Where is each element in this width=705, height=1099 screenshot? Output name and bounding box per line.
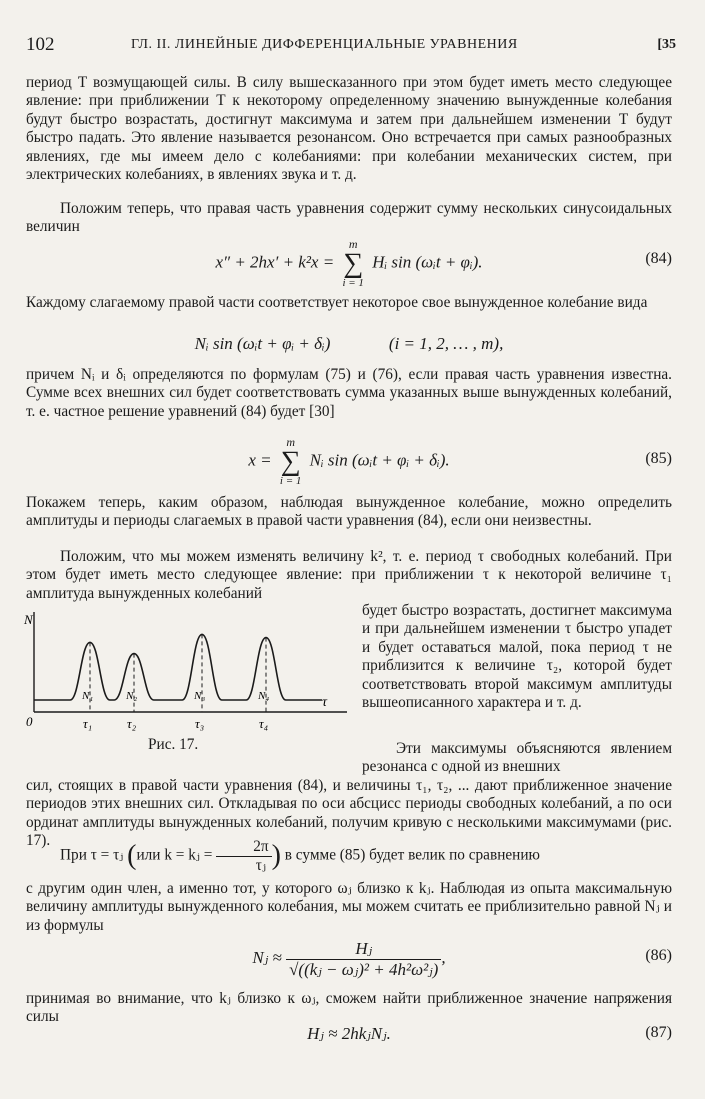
y-axis-label: N bbox=[24, 612, 33, 627]
eq84-lhs: x″ + 2hx′ + k²x = bbox=[215, 252, 335, 272]
eq85-rhs: Nᵢ sin (ωᵢt + φᵢ + δᵢ). bbox=[309, 450, 450, 470]
eq86-denominator: √((kⱼ − ωⱼ)² + 4h²ω²ⱼ) bbox=[289, 959, 439, 979]
tick-label: τ₁ bbox=[83, 716, 93, 731]
p8-suffix: в сумме (85) будет велик по сравнению bbox=[284, 846, 540, 864]
fraction-2pi-tau bbox=[216, 838, 271, 874]
tick-label: τ₃ bbox=[195, 716, 205, 731]
frac-den: τⱼ bbox=[255, 856, 266, 874]
peak-label: N₁ bbox=[82, 690, 94, 702]
sum-lower: i = 1 bbox=[342, 277, 364, 289]
eq-form-range: (i = 1, 2, … , m), bbox=[388, 334, 504, 353]
paragraph-sum-intro: Положим теперь, что правая часть уравнения содержит сумму нескольких синусоидальных величин bbox=[26, 200, 672, 236]
peak-label: N₄ bbox=[258, 690, 270, 702]
figure-caption: Рис. 17. bbox=[148, 736, 199, 753]
section-number: [35 bbox=[657, 37, 676, 52]
tick-label: τ₂ bbox=[127, 716, 137, 731]
summation-symbol: m ∑ i = 1 bbox=[279, 435, 302, 487]
paragraph-maximum: будет быстро возрастать, достигнет максимума и при дальнейшем изменении τ быстро упадет и будет оставаться малой, пока период τ не приблизится к величине τ₂, которой будет соответствовать второй максимум амплитуды вышеописанного характера и т. д. bbox=[362, 602, 672, 712]
peak-label: N₂ bbox=[126, 690, 138, 702]
eq87-text: Hⱼ ≈ 2hkⱼNⱼ. bbox=[307, 1024, 391, 1043]
tick-label: τ₄ bbox=[259, 716, 269, 731]
eq86-numerator: Hⱼ bbox=[286, 939, 441, 960]
p8-paren: или k = kⱼ = bbox=[136, 846, 213, 864]
equation-number-87: (87) bbox=[645, 1024, 672, 1041]
paragraph-when: При τ = τⱼ (или k = kⱼ = $\frac{2\pi}{\text{τⱼ}}$ ) в сумме (85) будет велик по сравнению bbox=[60, 838, 540, 874]
paragraph-explain: Эти максимумы объясняются явлением резонанса с одной из внешних bbox=[362, 740, 672, 776]
equation-forced-form bbox=[26, 334, 672, 358]
equation-number-86: (86) bbox=[645, 947, 672, 964]
paragraph-periods: сил, стоящих в правой части уравнения (84), и величины τ₁, τ₂, ... дают приближенное значение периодов этих внешних сил. Откладывая по оси абсцисс периоды свободных колебаний, а по оси ординат амплитуды вынужденных колебаний, получим кривую с несколькими максимумами (рис. 17). bbox=[26, 777, 672, 850]
eq84-rhs: Hᵢ sin (ωᵢt + φᵢ). bbox=[372, 252, 483, 272]
running-header bbox=[26, 34, 676, 60]
eq85-lhs: x = bbox=[248, 450, 272, 470]
figure-17-resonance-curve bbox=[22, 604, 362, 754]
x-axis-label: τ bbox=[322, 695, 328, 710]
page-number: 102 bbox=[26, 34, 55, 55]
paragraph-amplitudes: причем Nᵢ и δᵢ определяются по формулам (75) и (76), если правая часть уравнения известна. Сумме всех внешних сил будет соответствовать сумма указанных выше вынужденных колебаний, т. е. частное решение уравнений (84) будет [30] bbox=[26, 366, 672, 420]
frac-num: 2π bbox=[216, 838, 271, 857]
chapter-title: ГЛ. II. ЛИНЕЙНЫЕ ДИФФЕРЕНЦИАЛЬНЫЕ УРАВНЕНИЯ bbox=[131, 37, 518, 52]
paragraph-determine: Покажем теперь, каким образом, наблюдая вынужденное колебание, можно определить амплитуды и периоды слагаемых в правой части уравнения (84), если они неизвестны. bbox=[26, 494, 672, 530]
paragraph-estimate: принимая во внимание, что kⱼ близко к ωⱼ, сможем найти приближенное значение напряжения силы bbox=[26, 990, 672, 1026]
equation-number-85: (85) bbox=[645, 450, 672, 467]
sum-lower: i = 1 bbox=[279, 475, 302, 487]
paragraph-one-term: с другим один член, а именно тот, у которого ωⱼ близко к kⱼ. Наблюдая из опыта максимальную величину амплитуды вынужденного колебания, мы можем считать ее приблизительно равной Nⱼ и из формулы bbox=[26, 880, 672, 934]
equation-86 bbox=[26, 935, 672, 991]
equation-84 bbox=[26, 237, 672, 289]
p8-prefix: При τ = τⱼ bbox=[60, 846, 124, 864]
equation-85 bbox=[26, 435, 672, 487]
equation-number-84: (84) bbox=[645, 250, 672, 267]
summation-symbol: m ∑ i = 1 bbox=[342, 237, 364, 289]
resonance-curve bbox=[34, 634, 322, 700]
eq86-lhs: Nⱼ ≈ bbox=[252, 947, 282, 967]
eq86-tail: , bbox=[441, 947, 446, 967]
peak-label: N₃ bbox=[194, 690, 206, 702]
eq-form-main: Nᵢ sin (ωᵢt + φᵢ + δᵢ) bbox=[194, 334, 331, 353]
paragraph-resonance: период T возмущающей силы. В силу вышесказанного при этом будет иметь место следующее явление: при приближении T к некоторому определенному значению вынужденные колебания будут быстро возрастать, достигнут максимума и затем при дальнейшем изменении T будут быстро падать. Это явление называется резонансом. Оно встречается при самых разнообразных явлениях, где мы имеем дело с колебаниями: при колебании механических систем, при электрических колебаниях, в явлениях звука и т. д. bbox=[26, 74, 672, 184]
eq86-fraction bbox=[286, 939, 441, 979]
sum-upper: m bbox=[286, 435, 295, 449]
sum-upper: m bbox=[348, 237, 358, 251]
paragraph-vary-k: Положим, что мы можем изменять величину k², т. е. период τ свободных колебаний. При этом будет иметь место следующее явление: при приближении τ к некоторой величине τ₁ амплитуда вынужденных колебаний bbox=[26, 548, 672, 602]
equation-87 bbox=[26, 1024, 672, 1048]
origin-label: 0 bbox=[26, 714, 33, 729]
paragraph-each-term: Каждому слагаемому правой части соответствует некоторое свое вынужденное колебание вида bbox=[26, 294, 648, 311]
